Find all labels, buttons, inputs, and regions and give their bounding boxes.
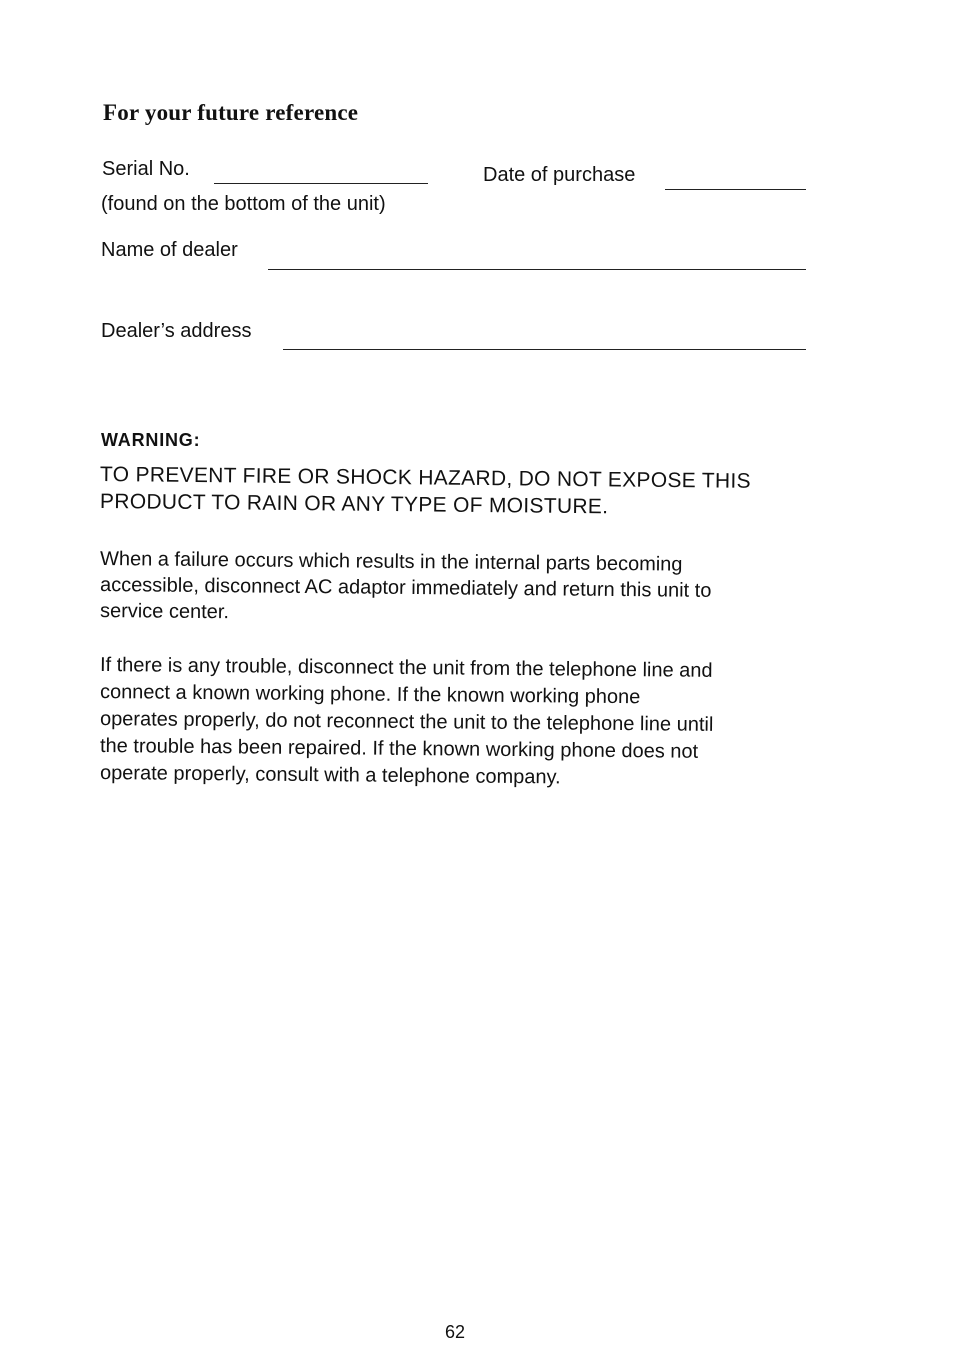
- trouble-paragraph-line: connect a known working phone. If the known working phone: [99, 681, 641, 709]
- warning-line: PRODUCT TO RAIN OR ANY TYPE OF MOISTURE.: [99, 490, 609, 519]
- trouble-paragraph-line: If there is any trouble, disconnect the unit from the telephone line and: [99, 654, 713, 682]
- page-number: 62: [445, 1322, 466, 1342]
- dealer-address-label: Dealer’s address: [101, 320, 252, 342]
- serial-number-field-line: [214, 183, 428, 184]
- failure-paragraph-line: When a failure occurs which results in the internal parts becoming: [99, 548, 683, 576]
- date-of-purchase-label: Date of purchase: [483, 164, 636, 186]
- page-heading: For your future reference: [103, 100, 359, 125]
- trouble-paragraph-line: operate properly, consult with a telephone company.: [99, 762, 561, 789]
- warning-title: WARNING:: [101, 430, 201, 450]
- failure-paragraph-line: accessible, disconnect AC adaptor immediately and return this unit to: [99, 574, 712, 602]
- serial-number-label: Serial No.: [102, 158, 190, 180]
- date-of-purchase-field-line: [665, 189, 806, 190]
- dealer-name-label: Name of dealer: [101, 239, 238, 261]
- trouble-paragraph-line: the trouble has been repaired. If the known working phone does not: [99, 735, 699, 763]
- trouble-paragraph-line: operates properly, do not reconnect the unit to the telephone line until: [99, 708, 714, 736]
- dealer-name-field-line: [268, 269, 806, 270]
- warning-line: TO PREVENT FIRE OR SHOCK HAZARD, DO NOT EXPOSE THIS: [99, 463, 751, 493]
- dealer-address-field-line: [283, 349, 806, 350]
- serial-number-note: (found on the bottom of the unit): [101, 193, 386, 215]
- failure-paragraph-line: service center.: [99, 600, 230, 624]
